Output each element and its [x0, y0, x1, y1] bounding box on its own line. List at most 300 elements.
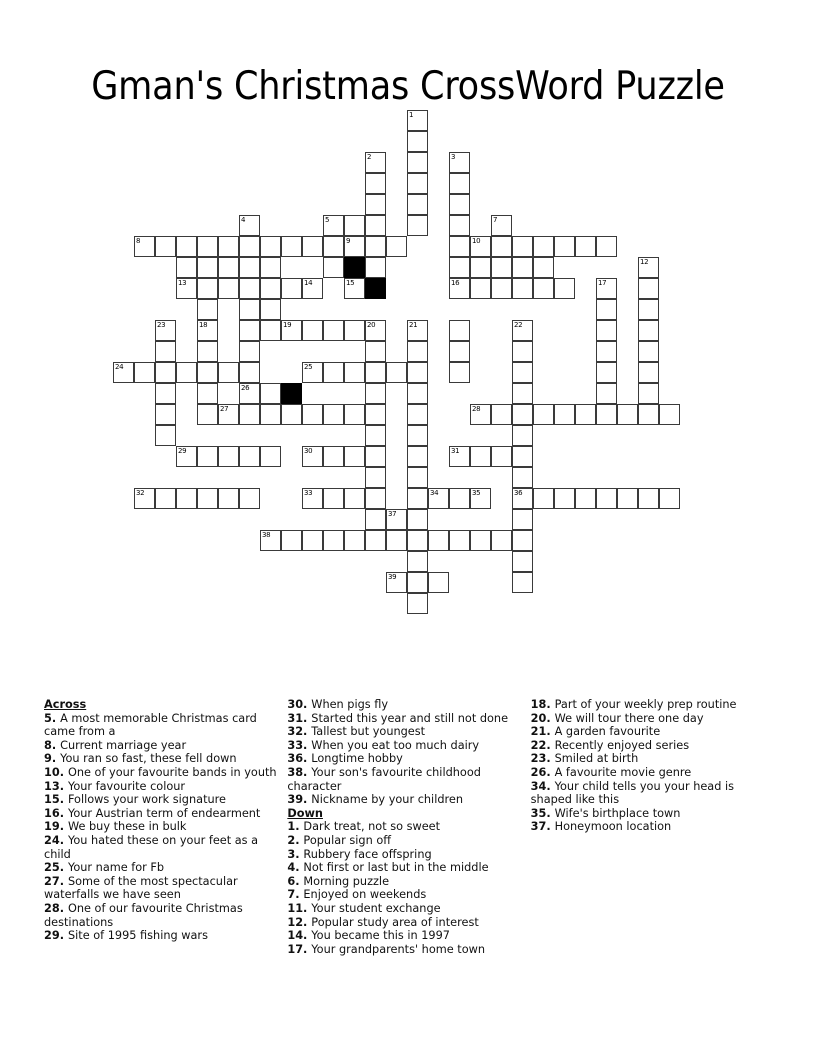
grid-cell[interactable]	[407, 215, 428, 236]
clue-down-14[interactable]	[287, 929, 520, 943]
grid-cell[interactable]	[470, 446, 491, 467]
grid-cell[interactable]	[281, 236, 302, 257]
grid-cell[interactable]	[491, 257, 512, 278]
grid-cell[interactable]	[449, 278, 470, 299]
cell-number-12: 12	[640, 258, 649, 266]
grid-cell[interactable]	[638, 278, 659, 299]
clue-number: 27.	[44, 874, 68, 888]
clue-number: 11.	[287, 901, 312, 915]
grid-cell[interactable]	[407, 173, 428, 194]
grid-cell[interactable]	[197, 488, 218, 509]
grid-cell[interactable]	[260, 299, 281, 320]
clue-down-35[interactable]	[531, 807, 764, 821]
grid-cell[interactable]	[239, 215, 260, 236]
grid-cell[interactable]	[365, 320, 386, 341]
clue-down-34[interactable]	[531, 780, 764, 807]
grid-cell[interactable]	[596, 299, 617, 320]
clue-across-38[interactable]	[287, 766, 520, 793]
grid-cell[interactable]	[470, 257, 491, 278]
grid-cell[interactable]	[617, 488, 638, 509]
clue-number: 36.	[287, 752, 312, 766]
grid-cell[interactable]	[533, 257, 554, 278]
grid-cell[interactable]	[533, 278, 554, 299]
grid-cell[interactable]	[470, 488, 491, 509]
clue-text: Part of your weekly prep routine	[554, 698, 737, 711]
grid-cell[interactable]	[365, 215, 386, 236]
grid-cell[interactable]	[218, 488, 239, 509]
grid-cell[interactable]	[596, 404, 617, 425]
clue-down-1[interactable]	[287, 820, 520, 834]
grid-cell[interactable]	[491, 404, 512, 425]
grid-cell[interactable]	[302, 404, 323, 425]
grid-cell[interactable]	[302, 320, 323, 341]
clue-number: 28.	[44, 901, 68, 915]
clue-down-17[interactable]	[287, 943, 520, 957]
clue-across-9[interactable]	[44, 752, 277, 766]
clue-across-28[interactable]	[44, 902, 277, 929]
grid-cell[interactable]	[638, 320, 659, 341]
grid-cell[interactable]	[512, 278, 533, 299]
grid-cell[interactable]	[260, 257, 281, 278]
grid-cell[interactable]	[365, 173, 386, 194]
grid-cell[interactable]	[638, 488, 659, 509]
grid-cell[interactable]	[197, 341, 218, 362]
grid-cell[interactable]	[323, 257, 344, 278]
clue-number: 4.	[287, 861, 304, 875]
grid-cell[interactable]	[596, 278, 617, 299]
grid-cell[interactable]	[428, 488, 449, 509]
grid-cell[interactable]	[281, 404, 302, 425]
grid-cell[interactable]	[365, 362, 386, 383]
grid-cell[interactable]	[470, 278, 491, 299]
grid-cell[interactable]	[512, 551, 533, 572]
grid-cell[interactable]	[344, 320, 365, 341]
grid-cell[interactable]	[218, 278, 239, 299]
clue-across-8[interactable]	[44, 739, 277, 753]
grid-cell[interactable]	[512, 404, 533, 425]
clue-down-2[interactable]	[287, 834, 520, 848]
grid-cell[interactable]	[197, 446, 218, 467]
grid-cell[interactable]	[365, 404, 386, 425]
grid-cell[interactable]	[239, 404, 260, 425]
grid-cell[interactable]	[323, 530, 344, 551]
grid-cell[interactable]	[197, 383, 218, 404]
cell-number-37: 37	[388, 510, 397, 518]
clue-text: Rubbery face offspring	[303, 847, 432, 861]
grid-cell[interactable]	[407, 509, 428, 530]
grid-cell[interactable]	[407, 488, 428, 509]
grid-cell[interactable]	[512, 488, 533, 509]
grid-cell[interactable]	[176, 236, 197, 257]
grid-cell[interactable]	[554, 404, 575, 425]
clue-number: 12.	[287, 915, 312, 929]
grid-cell[interactable]	[386, 509, 407, 530]
grid-cell[interactable]	[449, 320, 470, 341]
grid-cell[interactable]	[449, 530, 470, 551]
grid-cell[interactable]	[134, 488, 155, 509]
grid-cell[interactable]	[596, 488, 617, 509]
clue-across-5[interactable]	[44, 712, 277, 739]
grid-cell[interactable]	[239, 320, 260, 341]
grid-cell[interactable]	[323, 320, 344, 341]
clue-down-11[interactable]	[287, 902, 520, 916]
clue-across-25[interactable]	[44, 861, 277, 875]
grid-cell[interactable]	[323, 236, 344, 257]
clue-text: Popular study area of interest	[311, 915, 479, 929]
grid-cell[interactable]	[407, 131, 428, 152]
grid-cell[interactable]	[155, 488, 176, 509]
grid-cell[interactable]	[218, 236, 239, 257]
grid-cell[interactable]	[386, 572, 407, 593]
grid-cell[interactable]	[407, 362, 428, 383]
grid-cell[interactable]	[470, 530, 491, 551]
grid-cell[interactable]	[197, 404, 218, 425]
clue-number: 19.	[44, 820, 68, 834]
grid-cell[interactable]	[512, 446, 533, 467]
clue-across-36[interactable]	[287, 752, 520, 766]
grid-cell[interactable]	[176, 278, 197, 299]
grid-cell[interactable]	[365, 530, 386, 551]
grid-cell[interactable]	[323, 404, 344, 425]
grid-cell[interactable]	[449, 257, 470, 278]
grid-cell[interactable]	[239, 236, 260, 257]
grid-cell[interactable]	[407, 551, 428, 572]
grid-cell[interactable]	[596, 383, 617, 404]
clue-text: Follows your work signature	[67, 793, 226, 807]
grid-cell[interactable]	[449, 488, 470, 509]
clue-text: Started this year and still not done	[311, 711, 509, 725]
clue-number: 26.	[530, 765, 555, 779]
grid-cell[interactable]	[386, 236, 407, 257]
cell-number-22: 22	[514, 321, 523, 329]
clue-across-16[interactable]	[44, 807, 277, 821]
cell-number-35: 35	[472, 489, 481, 497]
grid-cell[interactable]	[407, 341, 428, 362]
grid-cell[interactable]	[260, 446, 281, 467]
grid-cell[interactable]	[428, 530, 449, 551]
grid-cell[interactable]	[281, 530, 302, 551]
grid-cell[interactable]	[407, 530, 428, 551]
grid-cell[interactable]	[302, 278, 323, 299]
grid-cell[interactable]	[323, 362, 344, 383]
grid-cell[interactable]	[407, 383, 428, 404]
grid-cell[interactable]	[554, 488, 575, 509]
grid-cell[interactable]	[197, 278, 218, 299]
clue-number: 8.	[44, 738, 61, 752]
clue-text: Current marriage year	[60, 738, 187, 752]
grid-cell[interactable]	[344, 530, 365, 551]
grid-cell[interactable]	[407, 152, 428, 173]
grid-cell[interactable]	[344, 215, 365, 236]
grid-cell[interactable]	[659, 488, 680, 509]
grid-cell[interactable]	[554, 236, 575, 257]
clues-column-1	[44, 698, 287, 943]
grid-cell[interactable]	[281, 320, 302, 341]
grid-cell[interactable]	[407, 194, 428, 215]
grid-cell[interactable]	[365, 257, 386, 278]
grid-cell[interactable]	[638, 257, 659, 278]
clue-down-21[interactable]	[531, 725, 764, 739]
grid-cell[interactable]	[155, 320, 176, 341]
grid-cell[interactable]	[260, 236, 281, 257]
clues-column-3	[531, 698, 774, 834]
grid-cell[interactable]	[575, 236, 596, 257]
grid-cell[interactable]	[134, 236, 155, 257]
grid-cell[interactable]	[323, 215, 344, 236]
grid-cell[interactable]	[344, 236, 365, 257]
grid-cell[interactable]	[407, 110, 428, 131]
grid-cell[interactable]	[575, 404, 596, 425]
clue-across-24[interactable]	[44, 834, 277, 861]
grid-cell[interactable]	[197, 362, 218, 383]
grid-cell[interactable]	[554, 278, 575, 299]
grid-cell[interactable]	[260, 278, 281, 299]
grid-cell[interactable]	[449, 152, 470, 173]
grid-cell[interactable]	[365, 194, 386, 215]
grid-cell[interactable]	[407, 320, 428, 341]
grid-cell[interactable]	[533, 236, 554, 257]
grid-cell[interactable]	[113, 362, 134, 383]
clue-down-26[interactable]	[531, 766, 764, 780]
grid-cell[interactable]	[344, 362, 365, 383]
grid-cell[interactable]	[407, 593, 428, 614]
grid-cell[interactable]	[596, 320, 617, 341]
grid-cell[interactable]	[533, 404, 554, 425]
grid-cell[interactable]	[491, 278, 512, 299]
grid-cell[interactable]	[155, 341, 176, 362]
grid-cell[interactable]	[323, 488, 344, 509]
grid-cell[interactable]	[365, 488, 386, 509]
grid-cell[interactable]	[407, 446, 428, 467]
grid-cell[interactable]	[239, 488, 260, 509]
clue-text: We buy these in bulk	[67, 820, 187, 834]
clue-text: Honeymoon location	[554, 820, 672, 834]
grid-cell[interactable]	[260, 530, 281, 551]
grid-cell[interactable]	[365, 446, 386, 467]
grid-cell[interactable]	[470, 236, 491, 257]
grid-cell[interactable]	[239, 257, 260, 278]
grid-cell[interactable]	[365, 383, 386, 404]
grid-cell[interactable]	[197, 236, 218, 257]
clue-across-15[interactable]	[44, 793, 277, 807]
grid-cell[interactable]	[260, 383, 281, 404]
grid-cell[interactable]	[449, 215, 470, 236]
grid-cell[interactable]	[197, 257, 218, 278]
grid-cell[interactable]	[512, 257, 533, 278]
grid-cell[interactable]	[386, 530, 407, 551]
grid-cell[interactable]	[596, 362, 617, 383]
clue-number: 1.	[287, 820, 304, 834]
clue-number: 35.	[530, 806, 555, 820]
grid-cell[interactable]	[155, 362, 176, 383]
grid-cell[interactable]	[449, 341, 470, 362]
grid-cell[interactable]	[155, 383, 176, 404]
grid-cell[interactable]	[176, 257, 197, 278]
cell-number-3: 3	[451, 153, 456, 161]
grid-cell[interactable]	[638, 383, 659, 404]
grid-cell[interactable]	[302, 236, 323, 257]
grid-cell[interactable]	[218, 257, 239, 278]
clue-across-32[interactable]	[287, 725, 520, 739]
cell-number-9: 9	[346, 237, 351, 245]
grid-cell[interactable]	[449, 194, 470, 215]
clue-across-27[interactable]	[44, 875, 277, 902]
clue-down-18[interactable]	[531, 698, 764, 712]
grid-cell[interactable]	[134, 362, 155, 383]
grid-cell[interactable]	[155, 425, 176, 446]
clue-number: 37.	[530, 820, 555, 834]
grid-cell[interactable]	[155, 404, 176, 425]
grid-cell[interactable]	[260, 320, 281, 341]
clue-down-7[interactable]	[287, 888, 520, 902]
grid-cell[interactable]	[365, 236, 386, 257]
clue-across-29[interactable]	[44, 929, 277, 943]
clue-across-30[interactable]	[287, 698, 520, 712]
grid-cell[interactable]	[176, 488, 197, 509]
grid-cell[interactable]	[407, 467, 428, 488]
clue-number: 32.	[287, 725, 312, 739]
grid-cell[interactable]	[197, 320, 218, 341]
clue-across-31[interactable]	[287, 712, 520, 726]
grid-cell[interactable]	[638, 299, 659, 320]
grid-cell[interactable]	[281, 278, 302, 299]
clue-down-4[interactable]	[287, 861, 520, 875]
grid-cell[interactable]	[512, 236, 533, 257]
grid-cell[interactable]	[449, 236, 470, 257]
clue-number: 33.	[287, 738, 312, 752]
grid-cell[interactable]	[596, 341, 617, 362]
grid-cell[interactable]	[449, 362, 470, 383]
grid-cell[interactable]	[449, 446, 470, 467]
clue-down-22[interactable]	[531, 739, 764, 753]
clue-down-20[interactable]	[531, 712, 764, 726]
grid-cell[interactable]	[176, 362, 197, 383]
clue-text: When you eat too much dairy	[311, 738, 480, 752]
grid-cell[interactable]	[491, 215, 512, 236]
grid-cell[interactable]	[344, 278, 365, 299]
clue-number: 30.	[287, 698, 312, 711]
grid-cell[interactable]	[218, 404, 239, 425]
grid-cell[interactable]	[365, 341, 386, 362]
grid-cell[interactable]	[239, 299, 260, 320]
grid-cell[interactable]	[407, 404, 428, 425]
grid-cell[interactable]	[491, 446, 512, 467]
grid-cell[interactable]	[470, 404, 491, 425]
grid-cell[interactable]	[176, 446, 197, 467]
cell-number-25: 25	[304, 363, 313, 371]
grid-cell[interactable]	[533, 488, 554, 509]
cell-number-39: 39	[388, 573, 397, 581]
clue-number: 38.	[287, 765, 312, 779]
clue-text: Some of the most spectacular waterfalls we have seen	[44, 874, 238, 902]
grid-cell[interactable]	[218, 446, 239, 467]
cell-number-14: 14	[304, 279, 313, 287]
clue-down-23[interactable]	[531, 752, 764, 766]
grid-cell[interactable]	[155, 236, 176, 257]
clue-number: 13.	[44, 779, 68, 793]
grid-cell[interactable]	[428, 572, 449, 593]
grid-cell[interactable]	[512, 341, 533, 362]
cell-number-26: 26	[241, 384, 250, 392]
grid-cell[interactable]	[638, 341, 659, 362]
clue-text: Your Austrian term of endearment	[67, 806, 261, 820]
grid-cell[interactable]	[239, 383, 260, 404]
clue-number: 20.	[530, 711, 555, 725]
grid-cell[interactable]	[512, 530, 533, 551]
clue-number: 23.	[530, 752, 555, 766]
grid-cell[interactable]	[302, 362, 323, 383]
grid-cell[interactable]	[449, 173, 470, 194]
grid-cell[interactable]	[596, 236, 617, 257]
clue-text: One of our favourite Christmas destinations	[44, 901, 243, 929]
grid-cell[interactable]	[239, 362, 260, 383]
grid-cell[interactable]	[302, 446, 323, 467]
grid-cell[interactable]	[512, 362, 533, 383]
clue-across-19[interactable]	[44, 820, 277, 834]
clue-down-37[interactable]	[531, 820, 764, 834]
grid-cell[interactable]	[638, 404, 659, 425]
grid-cell[interactable]	[617, 404, 638, 425]
grid-cell[interactable]	[512, 509, 533, 530]
grid-cell[interactable]	[491, 530, 512, 551]
grid-cell[interactable]	[512, 425, 533, 446]
grid-cell[interactable]	[344, 488, 365, 509]
grid-cell[interactable]	[491, 236, 512, 257]
grid-cell[interactable]	[302, 488, 323, 509]
grid-cell[interactable]	[197, 299, 218, 320]
grid-cell[interactable]	[218, 362, 239, 383]
grid-cell[interactable]	[365, 509, 386, 530]
clue-across-10[interactable]	[44, 766, 277, 780]
grid-cell[interactable]	[512, 467, 533, 488]
clue-across-13[interactable]	[44, 780, 277, 794]
grid-cell[interactable]	[512, 572, 533, 593]
clue-text: Wife's birthplace town	[554, 806, 681, 820]
grid-cell[interactable]	[365, 467, 386, 488]
grid-cell[interactable]	[386, 362, 407, 383]
grid-cell[interactable]	[407, 572, 428, 593]
clue-text: We will tour there one day	[554, 711, 704, 725]
clue-text: Recently enjoyed series	[554, 738, 690, 752]
grid-cell[interactable]	[239, 446, 260, 467]
clue-down-3[interactable]	[287, 848, 520, 862]
clue-across-33[interactable]	[287, 739, 520, 753]
clue-down-12[interactable]	[287, 916, 520, 930]
clue-across-39[interactable]	[287, 793, 520, 807]
grid-cell[interactable]	[512, 383, 533, 404]
clue-text: One of your favourite bands in youth	[67, 765, 277, 779]
grid-cell[interactable]	[239, 278, 260, 299]
grid-cell[interactable]	[365, 152, 386, 173]
clue-text: Longtime hobby	[311, 752, 403, 766]
cell-number-13: 13	[178, 279, 187, 287]
grid-cell[interactable]	[344, 446, 365, 467]
grid-cell[interactable]	[638, 362, 659, 383]
clue-down-6[interactable]	[287, 875, 520, 889]
grid-cell[interactable]	[239, 341, 260, 362]
grid-cell[interactable]	[407, 425, 428, 446]
grid-cell[interactable]	[323, 446, 344, 467]
grid-cell[interactable]	[260, 404, 281, 425]
grid-cell[interactable]	[344, 404, 365, 425]
grid-cell[interactable]	[365, 425, 386, 446]
grid-cell[interactable]	[302, 530, 323, 551]
clue-text: Your favourite colour	[67, 779, 186, 793]
grid-cell[interactable]	[575, 488, 596, 509]
clues-section	[44, 698, 774, 956]
grid-cell[interactable]	[659, 404, 680, 425]
grid-cell[interactable]	[512, 320, 533, 341]
